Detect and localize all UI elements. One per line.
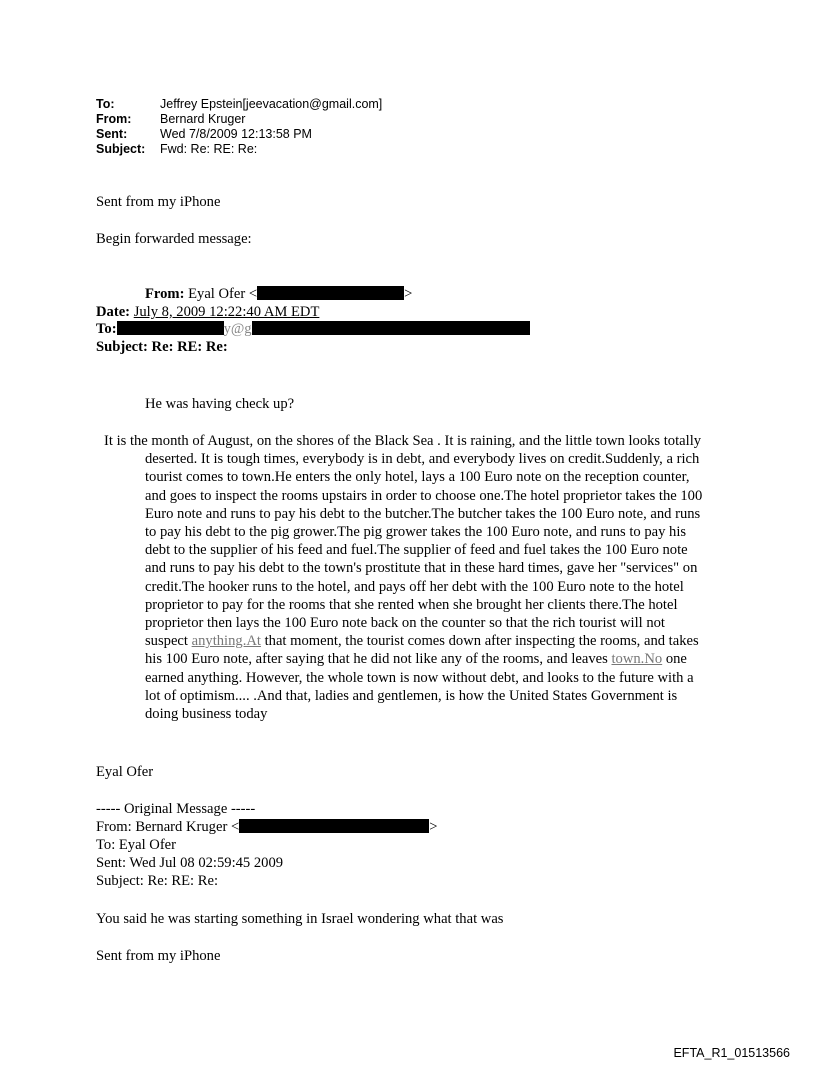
redaction-box: [257, 286, 404, 300]
document-id: EFTA_R1_01513566: [673, 1046, 790, 1060]
fwd-to-line: [96, 320, 530, 338]
header-sent-value: Wed 7/8/2009 12:13:58 PM: [160, 127, 312, 141]
town-link[interactable]: town.No: [611, 651, 663, 668]
story-text-3: one earned anything. However, the whole town is now without debt, and looks to the future with a lot of optimism.... .And that, ladies and gentlemen, is how the United States Government is doing business today: [145, 651, 694, 723]
email-header: [96, 97, 382, 157]
original-subject-line: Subject: Re: RE: Re:: [96, 873, 219, 889]
israel-line: You said he was starting something in Israel wondering what that was: [96, 911, 504, 927]
redaction-box: [252, 321, 530, 335]
story-paragraph: [104, 432, 705, 723]
fwd-date-value: July 8, 2009 12:22:40 AM EDT: [133, 304, 320, 320]
question-line: He was having check up?: [145, 396, 295, 412]
sent-from-iphone-2: Sent from my iPhone: [96, 948, 221, 964]
anything-link[interactable]: anything.At: [191, 633, 261, 650]
fwd-from-label: From:: [145, 286, 185, 302]
fwd-to-label: To:: [96, 321, 117, 337]
header-subject-value: Fwd: Re: RE: Re:: [160, 142, 258, 156]
fwd-from-name: Eyal Ofer <: [188, 286, 258, 302]
redaction-box: [239, 819, 429, 833]
header-from-value: Bernard Kruger: [160, 112, 246, 126]
original-message-divider: ----- Original Message -----: [96, 801, 256, 817]
original-from-close: >: [429, 819, 438, 835]
signature: Eyal Ofer: [96, 764, 154, 780]
fwd-subject-label: Subject:: [96, 339, 148, 355]
header-to-label: To:: [96, 97, 115, 111]
header-to-row: [96, 97, 382, 112]
original-from-prefix: From: Bernard Kruger <: [96, 819, 240, 835]
story-text-2: that moment, the tourist comes down after inspecting the rooms, and takes his 100 Euro note, after saying that he did not like any of the rooms, and leaves: [145, 633, 699, 668]
header-sent-label: Sent:: [96, 127, 128, 141]
fwd-to-partial: y@g: [223, 321, 252, 337]
header-subject-row: [96, 142, 382, 157]
original-sent-line: Sent: Wed Jul 08 02:59:45 2009: [96, 855, 284, 871]
redaction-box: [117, 321, 224, 335]
fwd-date-label: Date:: [96, 304, 131, 320]
fwd-from-close: >: [404, 286, 413, 302]
original-from-line: [96, 818, 437, 836]
original-to-line: To: Eyal Ofer: [96, 837, 177, 853]
begin-forwarded-message: Begin forwarded message:: [96, 231, 252, 247]
fwd-from-line: [145, 285, 412, 303]
story-text-1: It is the month of August, on the shores of the Black Sea . It is raining, and the little town looks totally deserted. It is tough times, everybody is in debt, and everybody lives on credit.Suddenly, a rich tourist comes to town.He enters the only hotel, lays a 100 Euro note on the reception counter, and goes to inspect the rooms upstairs in order to choose one.The hotel proprietor takes the 100 Euro note and runs to pay his debt to the butcher.The butcher takes the 100 Euro note, and runs to pay his debt to the pig grower.The pig grower takes the 100 Euro note, and runs to pay his debt to the supplier of his feed and fuel.The supplier of feed and fuel takes the 100 Euro note and runs to pay his debt to the town's prostitute that in these hard times, gave her "services" on credit.The hooker runs to the hotel, and pays off her debt with the 100 Euro note to the hotel proprietor to pay for the rooms that she rented when she brought her clients there.The hotel proprietor then lays the 100 Euro note back on the counter so that the rich tourist will not suspect: [104, 433, 703, 650]
sent-from-iphone-1: Sent from my iPhone: [96, 194, 221, 210]
header-from-label: From:: [96, 112, 132, 126]
header-sent-row: [96, 127, 382, 142]
fwd-subject-line: [96, 338, 228, 356]
fwd-subject-value: Re: RE: Re:: [151, 339, 228, 355]
header-to-value: Jeffrey Epstein[jeevacation@gmail.com]: [160, 97, 383, 111]
fwd-date-line: [96, 303, 319, 321]
header-from-row: [96, 112, 382, 127]
header-subject-label: Subject:: [96, 142, 146, 156]
